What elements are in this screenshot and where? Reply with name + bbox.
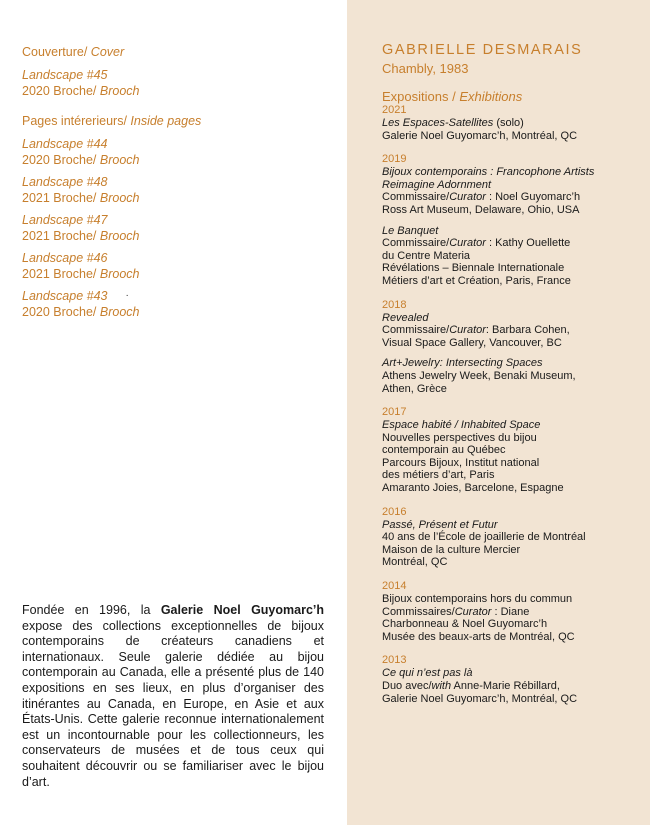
inside-work: [22, 288, 332, 321]
image-credits: [22, 44, 332, 326]
inside-work: [22, 174, 332, 207]
inside-pages-label: Pages intérerieurs/ Inside pages: [22, 114, 202, 128]
exhibition-entry: Bijoux contemporains : Francophone Artists Reimagine Adornment Commissaire/Curator : Noel Guyomarc’h Ross Art Museum, Delaware, Ohio, USA: [382, 166, 595, 216]
stray-mark: ·: [125, 290, 129, 301]
inside-work: [22, 250, 332, 283]
exhibition-entry: Bijoux contemporains hors du commun Commissaires/Curator : Diane Charbonneau & Noel Guyomarc’h Musée des beaux-arts de Montréal, QC: [382, 593, 575, 643]
work-title: Landscape #46: [22, 251, 108, 265]
cover-label: Couverture/ Cover: [22, 45, 125, 59]
work-title: Landscape #47: [22, 213, 108, 227]
exhibition-entry: Revealed Commissaire/Curator: Barbara Cohen, Visual Space Gallery, Vancouver, BC: [382, 311, 570, 349]
work-meta: 2021 Broche/ Brooch: [22, 229, 140, 243]
inside-work: [22, 136, 332, 169]
cover-work: [22, 67, 332, 100]
work-title: Landscape #43 ·: [22, 289, 129, 303]
work-title: Landscape #45: [22, 68, 108, 82]
work-meta: 2020 Broche/ Brooch: [22, 84, 140, 98]
work-title: Landscape #44: [22, 137, 108, 151]
artist-name: GABRIELLE DESMARAIS: [382, 42, 583, 58]
year-2018: 2018: [382, 298, 407, 311]
work-meta: 2020 Broche/ Brooch: [22, 153, 140, 167]
exhibition-entry: Ce qui n’est pas là Duo avec/with Anne-Marie Rébillard, Galerie Noel Guyomarc’h, Montréal, QC: [382, 667, 578, 705]
year-2014: 2014: [382, 580, 407, 593]
year-2016: 2016: [382, 505, 407, 518]
gallery-about-paragraph: Fondée en 1996, la Galerie Noel Guyomarc’h expose des collections exceptionnelles de bijoux contemporains de créateurs canadiens et internationaux. Seule galerie dédiée au bijou contemporain au Canada, elle a présenté plus de 140 expositions en ses lieux, en plus d’organiser des itinérantes au Canada, en Europe, en Asie et aux États-Unis. Cette galerie reconnue internationalement est un incontournable pour les collectionneurs, les conservateurs de musées et de tous ceux qui souhaitent découvrir ou se familiariser avec le bijou d’art.: [22, 603, 324, 789]
artist-bio: [382, 40, 644, 705]
work-meta: 2020 Broche/ Brooch: [22, 305, 140, 319]
artist-origin: Chambly, 1983: [382, 61, 469, 76]
exhibitions-heading: Expositions / Exhibitions: [382, 89, 523, 104]
year-2021: 2021: [382, 104, 407, 116]
exhibition-entry: Espace habité / Inhabited Space Nouvelles perspectives du bijou contemporain au Québec Parcours Bijoux, Institut national des métiers d’art, Paris Amaranto Joies, Barcelone, Espagne: [382, 419, 564, 495]
inside-work: [22, 212, 332, 245]
year-2019: 2019: [382, 153, 407, 166]
work-meta: 2021 Broche/ Brooch: [22, 267, 140, 281]
year-2013: 2013: [382, 654, 407, 667]
gallery-name: Galerie Noel Guyomarc’h: [160, 603, 324, 617]
work-meta: 2021 Broche/ Brooch: [22, 191, 140, 205]
exhibition-entry: Le Banquet Commissaire/Curator : Kathy Ouellette du Centre Materia Révélations – Biennale Internationale Métiers d’art et Création, Paris, France: [382, 224, 571, 287]
work-title: Landscape #48: [22, 175, 108, 189]
exhibition-entry: Passé, Présent et Futur 40 ans de l’École de joaillerie de Montréal Maison de la culture Mercier Montréal, QC: [382, 518, 586, 569]
exhibition-entry: Les Espaces-Satellites (solo) Galerie Noel Guyomarc’h, Montréal, QC: [382, 117, 578, 142]
exhibition-entry: Art+Jewelry: Intersecting Spaces Athens Jewelry Week, Benaki Museum, Athen, Grèce: [382, 357, 576, 395]
year-2017: 2017: [382, 406, 407, 419]
